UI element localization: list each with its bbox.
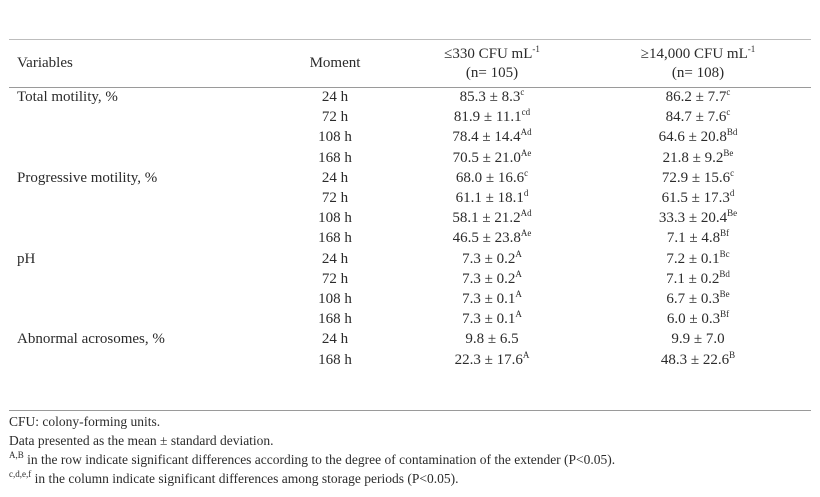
table-row [9,349,811,369]
variable-cell [9,87,271,107]
group-low-value-cell [399,269,585,289]
variable-cell [9,107,271,127]
significance-superscript: Be [723,147,734,158]
moment-cell [271,228,399,248]
moment-cell [271,168,399,188]
group-high-value-text: 84.7 ± 7.6 [665,109,727,126]
moment-cell [271,349,399,369]
table-row [9,168,811,188]
significance-superscript: Be [719,288,730,299]
group-high-value-cell [585,148,811,168]
moment-text: 168 h [318,230,352,247]
group-high-value-text: 64.6 ± 20.8 [658,129,727,146]
group-low-value-text: 85.3 ± 8.3 [459,89,521,106]
significance-superscript: Ad [520,208,532,219]
group-high-value-text: 7.1 ± 0.2 [666,270,720,287]
table-row [9,289,811,309]
group-high-value-text: 33.3 ± 20.4 [658,210,728,227]
variable-cell [9,228,271,248]
group-low-value-cell [399,87,585,107]
group-low-value-cell [399,148,585,168]
significance-superscript: d [523,188,529,199]
variable-cell [9,148,271,168]
footnote [9,450,811,469]
group-low-value-text: 81.9 ± 11.1 [453,109,522,126]
group-low-value-cell [399,168,585,188]
group-low-value-text: 7.3 ± 0.1 [462,311,516,328]
moment-cell [271,269,399,289]
significance-superscript: Ad [520,127,532,138]
significance-superscript: c [520,87,525,98]
moment-text: 108 h [318,210,352,227]
header-group-high-label: ≥14,000 CFU mL [640,45,748,62]
moment-cell [271,107,399,127]
group-high-value-cell [585,329,811,349]
footnote-text: in the row indicate significant differences according to the degree of contamination of the extender (P<0.05). [23,452,616,467]
variable-text: Total motility, % [17,89,118,106]
table-row [9,127,811,147]
significance-superscript: cd [521,107,531,118]
group-low-value-text: 7.3 ± 0.1 [462,290,516,307]
footnote-text: Data presented as the mean ± standard deviation. [9,433,274,448]
header-moment: Moment [309,55,361,71]
footnote [9,431,811,450]
moment-cell [271,208,399,228]
group-high-value-text: 9.9 ± 7.0 [671,331,725,348]
group-high-value-text: 48.3 ± 22.6 [660,351,730,368]
footnote-superscript: A,B [9,450,24,460]
group-low-value-cell [399,127,585,147]
significance-superscript: A [515,268,522,279]
group-high-value-text: 21.8 ± 9.2 [662,149,724,166]
group-high-value-cell [585,228,811,248]
significance-superscript: c [524,167,529,178]
significance-superscript: A [515,248,522,259]
table-footnotes [9,412,811,488]
group-low-value-cell [399,188,585,208]
table-row [9,107,811,127]
footnote-superscript: c,d,e,f [9,469,32,479]
group-high-value-cell [585,249,811,269]
significance-superscript: Be [727,208,738,219]
table-row [9,329,811,349]
table-row [9,188,811,208]
moment-cell [271,127,399,147]
group-high-value-cell [585,168,811,188]
significance-superscript: Bd [719,268,730,279]
significance-superscript: Ae [520,147,532,158]
group-high-value-text: 6.7 ± 0.3 [666,290,720,307]
moment-text: 108 h [318,129,352,146]
moment-text: 168 h [318,311,352,328]
significance-superscript: c [726,87,731,98]
variable-cell [9,208,271,228]
group-low-value-cell [399,228,585,248]
moment-cell [271,148,399,168]
moment-cell [271,87,399,107]
variable-text: pH [17,250,36,267]
moment-text: 24 h [321,250,349,267]
group-low-value-text: 61.1 ± 18.1 [455,190,524,207]
header-group-high [585,40,811,87]
table-row [9,309,811,329]
moment-cell [271,289,399,309]
group-high-value-text: 6.0 ± 0.3 [666,311,721,328]
group-high-value-text: 7.2 ± 0.1 [666,250,720,267]
header-row [9,40,811,87]
group-low-value-cell [399,349,585,369]
group-low-value-cell [399,329,585,349]
significance-superscript: Bd [726,127,738,138]
header-group-low-n: (n= 105) [465,64,519,81]
moment-text: 168 h [318,351,352,368]
footnote [9,469,811,488]
group-high-value-cell [585,349,811,369]
group-low-value-text: 70.5 ± 21.0 [452,149,521,166]
group-low-value-cell [399,309,585,329]
significance-superscript: Bf [720,309,730,320]
group-high-value-cell [585,309,811,329]
significance-superscript: c [730,167,735,178]
table-row [9,208,811,228]
group-low-value-text: 9.8 ± 6.5 [465,331,519,348]
variable-cell [9,188,271,208]
group-low-value-cell [399,208,585,228]
moment-text: 24 h [321,169,349,186]
table-bottom-rule [9,410,811,411]
group-high-value-cell [585,107,811,127]
moment-text: 24 h [321,89,349,106]
variable-cell [9,329,271,349]
group-low-value-cell [399,249,585,269]
footnote-text: CFU: colony-forming units. [9,414,161,429]
significance-superscript: Bc [719,248,730,259]
moment-cell [271,329,399,349]
significance-superscript: A [515,309,522,320]
group-high-value-cell [585,127,811,147]
footnote-text: in the column indicate significant differences among storage periods (P<0.05). [31,471,459,486]
variable-text: Progressive motility, % [17,169,158,186]
header-variables: Variables [17,55,73,71]
group-high-value-cell [585,87,811,107]
table-row [9,228,811,248]
table-body [9,87,811,370]
moment-text: 168 h [318,149,352,166]
significance-superscript: c [726,107,731,118]
group-low-value-text: 46.5 ± 23.8 [452,230,521,247]
group-high-value-text: 72.9 ± 15.6 [661,169,731,186]
moment-text: 72 h [321,190,349,207]
moment-cell [271,309,399,329]
group-low-value-text: 58.1 ± 21.2 [452,210,521,227]
group-high-value-text: 7.1 ± 4.8 [666,230,721,247]
table-row [9,269,811,289]
moment-text: 24 h [321,331,349,348]
significance-superscript: Bf [720,228,730,239]
variable-cell [9,309,271,329]
significance-superscript: B [729,349,736,360]
variable-cell [9,289,271,309]
group-high-value-text: 86.2 ± 7.7 [665,89,727,106]
variable-cell [9,168,271,188]
significance-superscript: Ae [520,228,532,239]
moment-text: 72 h [321,270,349,287]
footnote [9,412,811,431]
variable-cell [9,249,271,269]
group-high-value-cell [585,188,811,208]
variable-cell [9,269,271,289]
group-low-value-cell [399,107,585,127]
moment-text: 108 h [318,290,352,307]
group-high-value-cell [585,269,811,289]
group-low-value-text: 78.4 ± 14.4 [452,129,521,146]
moment-cell [271,188,399,208]
table-row [9,249,811,269]
header-group-low-label: ≤330 CFU mL [444,45,533,62]
group-low-value-cell [399,289,585,309]
significance-superscript: d [729,188,735,199]
header-group-low [399,40,585,87]
header-group-high-n: (n= 108) [671,64,725,81]
group-high-value-cell [585,208,811,228]
table-header [9,40,811,87]
moment-cell [271,249,399,269]
moment-text: 72 h [321,109,349,126]
significance-superscript: A [515,288,522,299]
significance-superscript: A [522,349,530,360]
group-high-value-text: 61.5 ± 17.3 [661,190,730,207]
table-row [9,87,811,107]
variable-text: Abnormal acrosomes, % [17,331,165,348]
results-table [9,40,811,370]
header-group-low-exponent: -1 [532,43,540,54]
group-low-value-text: 22.3 ± 17.6 [454,351,523,368]
group-low-value-text: 7.3 ± 0.2 [462,270,516,287]
group-low-value-text: 7.3 ± 0.2 [462,250,516,267]
variable-cell [9,127,271,147]
group-low-value-text: 68.0 ± 16.6 [455,169,525,186]
header-group-high-exponent: -1 [747,43,756,54]
group-high-value-cell [585,289,811,309]
variable-cell [9,349,271,369]
table-row [9,148,811,168]
